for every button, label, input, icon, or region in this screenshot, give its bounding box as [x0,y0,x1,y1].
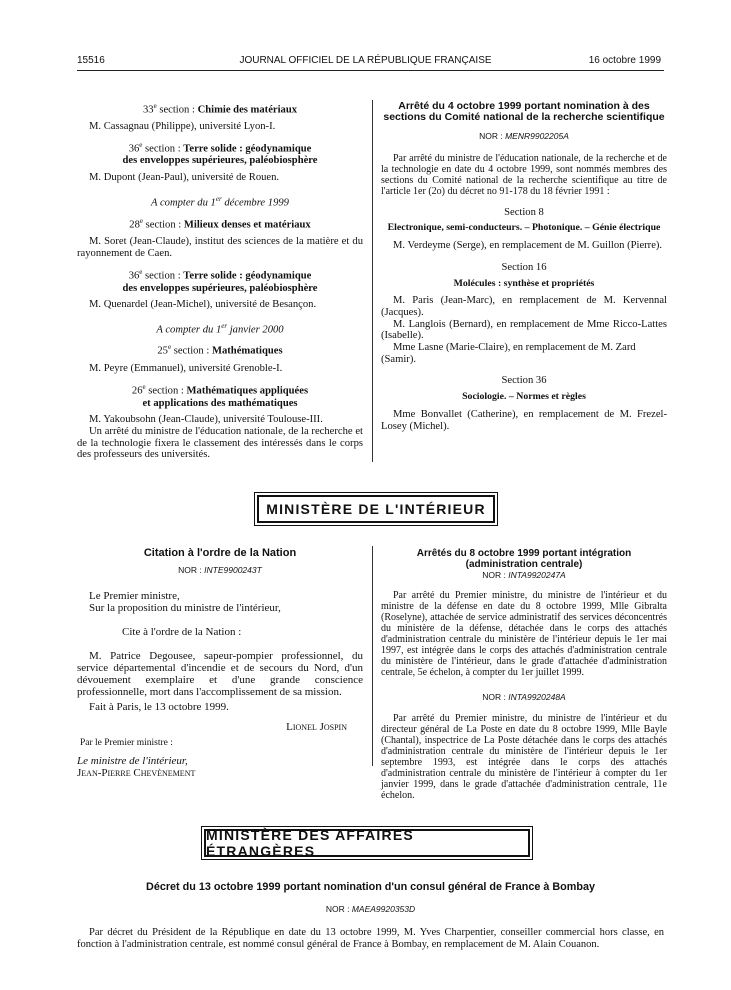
citation-minister-name: Jean-Pierre Chevènement [77,767,196,779]
arretes-8oct-column [381,548,667,801]
arretes-8oct-nor-2: NOR : INTA9920248A [482,692,566,702]
citation-par-le: Par le Premier ministre : [80,738,173,748]
arrete-4oct-intro: Par arrêté du ministre de l'éducation nationale, de la recherche et de la technologie en date du 4 octobre 1999, sont nommés membres des sections du Comité national de la recherche scientifique au titre de l'article 1er (2o) du décret no 91-178 du 18 février 1991 : [381,152,667,197]
issue-date: 16 octobre 1999 [588,55,661,66]
arretes-8oct-title: Arrêtés du 8 octobre 1999 portant intégration (administration centrale) [416,548,632,570]
decret-body: Par décret du Président de la République en date du 13 octobre 1999, M. Yves Charpentier, conseiller commercial hors classe, en fonction à l'administration centrale, est nommé consul général de France à Bombay, en remplacement de M. Alain Couanon. [77,927,664,950]
section-36b-heading-2: des enveloppes supérieures, paléobiosphère [122,282,318,294]
section-36a-heading-2: des enveloppes supérieures, paléobiosphère [122,155,318,167]
section-36-member: Mme Bonvallet (Catherine), en remplacement de M. Frezel-Losey (Michel). [381,408,667,432]
citation-cite: Cite à l'ordre de la Nation : [122,626,242,638]
column-divider-top [372,100,373,462]
citation-fait: Fait à Paris, le 13 octobre 1999. [89,701,229,713]
closing-paragraph: Un arrêté du ministre de l'éducation nationale, de la recherche et de la technologie fixera le classement des intéressés dans le corps des professeurs des universités. [77,425,363,461]
citation-column [77,548,363,779]
section-36a-person: M. Dupont (Jean-Paul), université de Rouen. [89,171,280,183]
section-8-member: M. Verdeyme (Serge), en remplacement de M. Guillon (Pierre). [393,240,663,252]
citation-body: M. Patrice Degousee, sapeur-pompier professionnel, du service départemental d'incendie et de secours du Nord, d'un dévouement exemplaire et d'une grande conscience professionnelle, mort dans l'accomplissement de sa mission. [77,650,363,698]
section-16-member-1: M. Paris (Jean-Marc), en remplacement de M. Kervennal (Jacques). [381,295,667,318]
nor-reference: NOR : MENR9902205A [479,131,569,141]
effective-date-2: A compter du 1er janvier 2000 [156,322,284,336]
section-16-member-3: Mme Lasne (Marie-Claire), en remplacement de M. Zard (Samir). [381,342,636,365]
decret-title: Décret du 13 octobre 1999 portant nomination d'un consul général de France à Bombay [146,881,595,893]
section-16-label: Section 16 [501,261,547,273]
section-25-heading: 25e section : Mathématiques [157,343,283,357]
arretes-8oct-nor-1: NOR : INTA9920247A [482,570,566,580]
ministere-interieur-banner [254,492,498,526]
section-36-label: Section 36 [501,375,547,387]
citation-nor: NOR : INTE9900243T [178,565,262,575]
arretes-8oct-paragraph-2: Par arrêté du Premier ministre, du ministre de l'intérieur et du directeur général de La Poste en date du 8 octobre 1999, Mlle Bayle (Chantal), inspectrice de La Poste détachée dans le corps des attachés d'administration centrale du ministère de l'intérieur depuis le 1er septembre 1993, est intégrée dans le corps des attachés d'administration centrale du ministère de l'intérieur à compter du 1er janvier 1999, dans le grade d'attachée d'administration centrale, 11e échelon. [381,713,667,801]
arrete-4oct-title: Arrêté du 4 octobre 1999 portant nomination à des sections du Comité national de la recherche scientifique [383,100,665,123]
left-column-appointments [77,101,363,461]
ministere-affaires-heading: MINISTÈRE DES AFFAIRES ÉTRANGÈRES [204,829,530,857]
column-divider-bottom [372,546,373,766]
section-16-member-2: M. Langlois (Bernard), en remplacement de Mme Ricco-Lattes (Isabelle). [381,318,667,342]
section-36a-heading: 36e section : Terre solide : géodynamique [128,140,312,155]
section-33-person: M. Cassagnau (Philippe), université Lyon-I. [89,121,276,133]
section-36b-heading: 36e section : Terre solide : géodynamique [128,268,312,282]
page-number: 15516 [77,55,105,66]
effective-date-1: A compter du 1er décembre 1999 [151,194,289,209]
section-25-person: M. Peyre (Emmanuel), université Grenoble-I. [89,362,283,374]
ministere-interieur-heading: MINISTÈRE DE L'INTÉRIEUR [257,495,495,523]
section-26-heading-2: et applications des mathématiques [142,397,298,409]
section-28-person: M. Soret (Jean-Claude), institut des sciences de la matière et du rayonnement de Caen. [77,236,363,259]
citation-title: Citation à l'ordre de la Nation [143,547,297,559]
citation-signatory: Lionel Jospin [286,721,347,733]
section-26-person: M. Yakoubsohn (Jean-Claude), université Toulouse-III. [89,414,323,426]
citation-proposition: Sur la proposition du ministre de l'intérieur, [89,602,281,614]
section-8-title: Electronique, semi-conducteurs. – Photonique. – Génie électrique [387,222,661,234]
citation-premier-ministre: Le Premier ministre, [89,590,180,602]
section-16-title: Molécules : synthèse et propriétés [453,277,595,289]
section-36b-person: M. Quenardel (Jean-Michel), université de Besançon. [89,299,317,311]
section-33-heading: 33e section : Chimie des matériaux [142,102,298,116]
arretes-8oct-paragraph-1: Par arrêté du Premier ministre, du ministre de l'intérieur et du ministre de la défense en date du 8 octobre 1999, Mlle Gibralta (Roselyne), attachée de service administratif des services déconcentrés du ministère de la défense, détachée dans le corps des attachés d'administration centrale du ministère de l'intérieur depuis le 1er mai 1997, est intégrée dans le corps des attachés d'administration centrale du ministère de l'intérieur, dans le grade d'attachée d'administration centrale, 5e échelon, à compter du 1er juillet 1999. [381,590,667,678]
section-28-heading: 28e section : Milieux denses et matériaux [129,216,311,231]
section-8-label: Section 8 [504,206,544,218]
decret-nor: NOR : MAEA9920353D [325,904,416,914]
journal-title: JOURNAL OFFICIEL DE LA RÉPUBLIQUE FRANÇAISE [239,55,492,66]
citation-minister-role: Le ministre de l'intérieur, [77,755,188,767]
header-rule [77,70,664,71]
section-26-heading: 26e section : Mathématiques appliquées [131,383,309,397]
section-36-title: Sociologie. – Normes et règles [462,391,586,403]
ministere-affaires-banner [201,826,533,860]
right-column-cnrs-arrete [381,101,667,432]
